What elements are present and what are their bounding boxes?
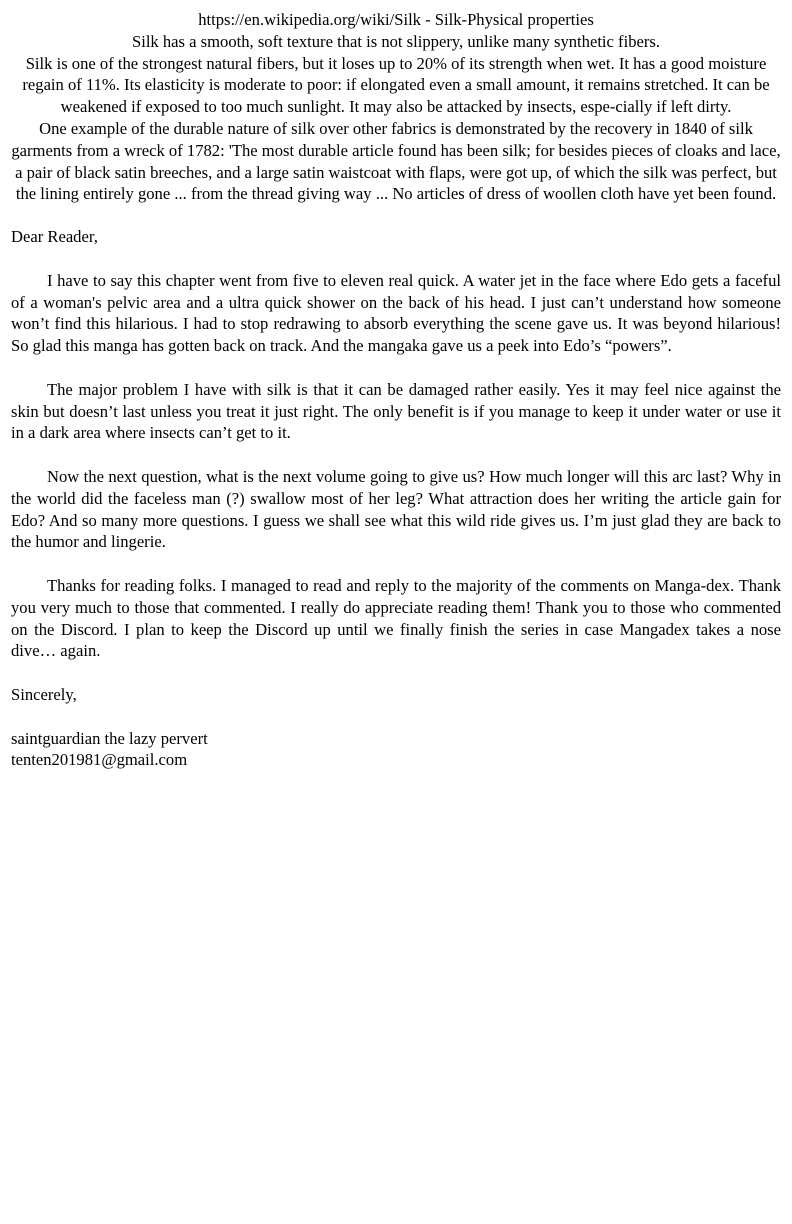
letter-greeting: Dear Reader,: [11, 227, 98, 247]
letter-paragraph: Now the next question, what is the next volume going to give us? How much longer will this arc last? Why in the world did the faceless man (?) swallow most of her leg? What attraction does her writing the article gain for Edo? And so many more questions. I guess we shall see what this wild ride gives us. I’m just glad they are back to the humor and lingerie.: [11, 466, 781, 552]
document-page: [11, 9, 781, 771]
letter-body: [11, 226, 781, 771]
letter-paragraph: Thanks for reading folks. I managed to read and reply to the majority of the comments on Manga-dex. Thank you very much to those that commented. I really do appreciate reading them! Thank you to those who commented on the Discord. I plan to keep the Discord up until we finally finish the series in case Mangadex takes a nose dive… again.: [11, 575, 781, 661]
excerpt-paragraph: Silk is one of the strongest natural fibers, but it loses up to 20% of its strength when wet. It has a good moisture regain of 11%. Its elasticity is moderate to poor: if elongated even a small amount, it remains stretched. It can be weakened if exposed to too much sunlight. It may also be attacked by insects, espe-cially if left dirty.: [22, 53, 770, 117]
excerpt-line: Silk has a smooth, soft texture that is not slippery, unlike many synthetic fibers.: [131, 31, 660, 51]
letter-signature: saintguardian the lazy pervert: [11, 728, 208, 748]
source-citation: https://en.wikipedia.org/wiki/Silk - Silk-Physical properties: [198, 10, 594, 29]
contact-email: tenten201981@gmail.com: [11, 750, 188, 770]
letter-paragraph: I have to say this chapter went from five to eleven real quick. A water jet in the face where Edo gets a faceful of a woman's pelvic area and a ultra quick shower on the back of his head. I just can’t understand how someone won’t find this hilarious. I had to stop redrawing to absorb everything the scene gave us. It was beyond hilarious! So glad this manga has gotten back on track. And the mangaka gave us a peek into Edo’s “powers”.: [11, 270, 781, 356]
excerpt-paragraph: One example of the durable nature of silk over other fabrics is demonstrated by the recovery in 1840 of silk garments from a wreck of 1782: 'The most durable article found has been silk; for besides pieces of cloaks and lace, a pair of black satin breeches, and a large satin waistcoat with flaps, were got up, of which the silk was perfect, but the lining entirely gone ... from the thread giving way ... No articles of dress of woollen cloth have yet been found.: [11, 118, 781, 204]
source-excerpt: [11, 9, 781, 205]
letter-closing: Sincerely,: [11, 684, 77, 704]
letter-paragraph: The major problem I have with silk is that it can be damaged rather easily. Yes it may feel nice against the skin but doesn’t last unless you treat it just right. The only benefit is if you manage to keep it under water or use it in a dark area where insects can’t get to it.: [11, 379, 781, 443]
